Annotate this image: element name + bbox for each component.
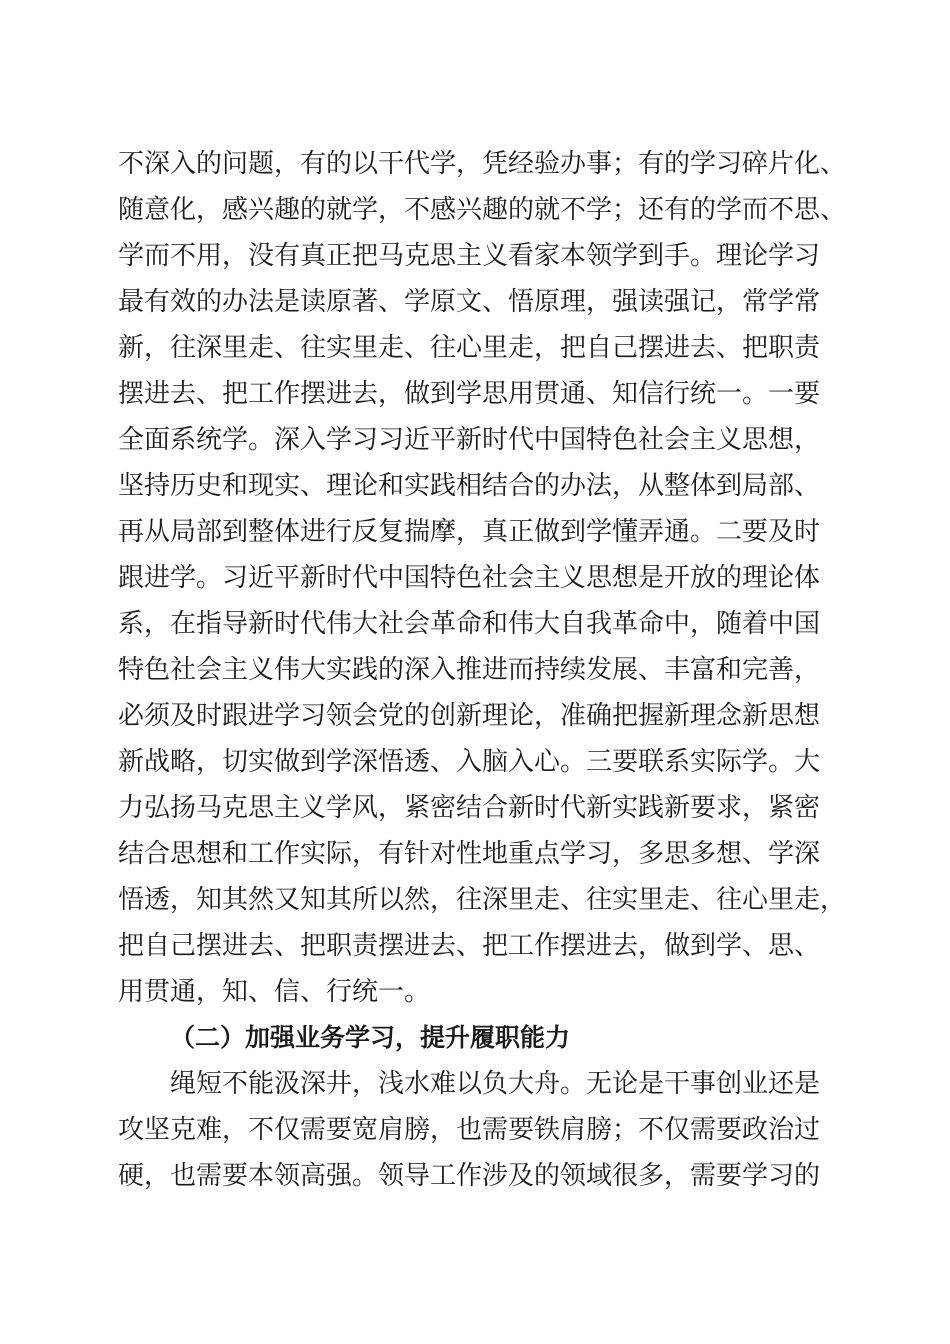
text-line: 全面系统学。深入学习习近平新时代中国特色社会主义思想， bbox=[118, 425, 821, 455]
text-line: 力弘扬马克思主义学风，紧密结合新时代新实践新要求，紧密 bbox=[118, 793, 821, 823]
text-line: 新战略，切实做到学深悟透、入脑入心。三要联系实际学。大 bbox=[118, 747, 821, 777]
text-line: 不深入的问题，有的以干代学，凭经验办事；有的学习碎片化、 bbox=[118, 149, 847, 179]
text-line: 必须及时跟进学习领会党的创新理论，准确把握新理念新思想 bbox=[118, 701, 821, 731]
text-line: 把自己摆进去、把职责摆进去、把工作摆进去，做到学、思、 bbox=[118, 931, 821, 961]
text-line: 攻坚克难，不仅需要宽肩膀，也需要铁肩膀；不仅需要政治过 bbox=[118, 1115, 821, 1145]
text-line: 硬，也需要本领高强。领导工作涉及的领域很多，需要学习的 bbox=[118, 1161, 821, 1191]
text-line: 再从局部到整体进行反复揣摩，真正做到学懂弄通。二要及时 bbox=[118, 517, 821, 547]
text-line: 跟进学。习近平新时代中国特色社会主义思想是开放的理论体 bbox=[118, 563, 821, 593]
text-line: 结合思想和工作实际，有针对性地重点学习，多思多想、学深 bbox=[118, 839, 821, 869]
text-line: 新，往深里走、往实里走、往心里走，把自己摆进去、把职责 bbox=[118, 333, 821, 363]
text-line: 特色社会主义伟大实践的深入推进而持续发展、丰富和完善， bbox=[118, 655, 821, 685]
text-line: 最有效的办法是读原著、学原文、悟原理，强读强记，常学常 bbox=[118, 287, 821, 317]
text-line: 坚持历史和现实、理论和实践相结合的办法，从整体到局部、 bbox=[118, 471, 821, 501]
text-line: 学而不用，没有真正把马克思主义看家本领学到手。理论学习 bbox=[118, 241, 821, 271]
text-line: 悟透，知其然又知其所以然，往深里走、往实里走、往心里走， bbox=[118, 885, 847, 915]
section-heading: （二）加强业务学习，提升履职能力 bbox=[170, 1023, 571, 1052]
text-line: 摆进去、把工作摆进去，做到学思用贯通、知信行统一。一要 bbox=[118, 379, 821, 409]
text-line: 绳短不能汲深井，浅水难以负大舟。无论是干事创业还是 bbox=[170, 1069, 821, 1099]
text-line: 系，在指导新时代伟大社会革命和伟大自我革命中，随着中国 bbox=[118, 609, 821, 639]
text-line: 随意化，感兴趣的就学，不感兴趣的就不学；还有的学而不思、 bbox=[118, 195, 847, 225]
text-line: 用贯通，知、信、行统一。 bbox=[118, 977, 431, 1007]
